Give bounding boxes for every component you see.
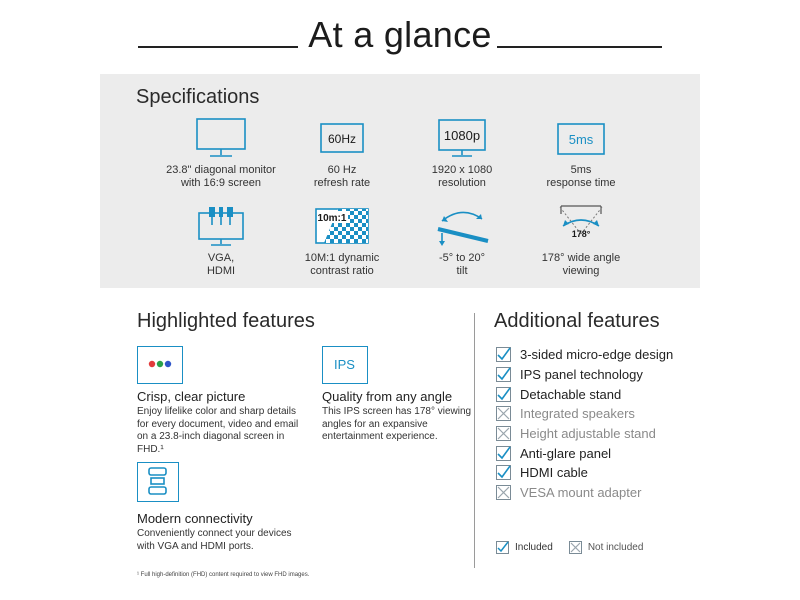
spec-label: 10M:1 dynamic contrast ratio xyxy=(304,252,380,277)
spec-item-response-time xyxy=(516,116,646,190)
spec-label: 5ms response time xyxy=(546,164,616,189)
feature-list-label: Anti-glare panel xyxy=(520,445,612,461)
column-divider xyxy=(474,313,475,568)
check-icon xyxy=(496,541,509,554)
highlighted-features-heading: Highlighted features xyxy=(137,310,315,332)
refresh-rate-icon-text: 60Hz xyxy=(327,132,357,146)
legend-not-included-label: Not included xyxy=(587,542,644,553)
spec-label: 23.8" diagonal monitor with 16:9 screen xyxy=(166,164,276,189)
specifications-panel xyxy=(100,74,700,288)
ips-icon-text: IPS xyxy=(334,357,355,372)
ips-icon xyxy=(322,346,368,384)
check-icon xyxy=(496,446,511,461)
contrast-icon-text: 10m:1 xyxy=(317,213,347,224)
refresh-rate-icon xyxy=(277,116,407,162)
spec-label: VGA, HDMI xyxy=(206,252,236,277)
viewing-angle-icon xyxy=(516,204,646,250)
additional-features-list xyxy=(496,345,673,503)
spec-label: 60 Hz refresh rate xyxy=(313,164,371,189)
feature-list-label: VESA mount adapter xyxy=(520,485,642,501)
spec-item-ports xyxy=(156,204,286,278)
response-time-icon xyxy=(516,116,646,162)
legend xyxy=(496,541,659,554)
spec-label: 1920 x 1080 resolution xyxy=(431,164,493,189)
resolution-icon-text: 1080p xyxy=(443,128,481,143)
legend-included-label: Included xyxy=(515,542,553,553)
check-icon xyxy=(496,387,511,402)
spec-item-resolution xyxy=(397,116,527,190)
feature-list-label: Height adjustable stand xyxy=(520,426,656,442)
check-icon xyxy=(496,347,511,362)
feature-title: Quality from any angle xyxy=(322,389,453,404)
spec-item-viewing-angle xyxy=(516,204,646,278)
tilt-icon xyxy=(397,204,527,250)
resolution-icon xyxy=(397,116,527,162)
spec-item-contrast xyxy=(277,204,407,278)
feature-description: Enjoy lifelike color and sharp details for every document, video and email on a 23.8-inch diagonal screen in FHD.¹ xyxy=(137,406,299,455)
response-time-icon-text: 5ms xyxy=(568,132,594,147)
spec-label: 178° wide angle viewing xyxy=(541,252,621,277)
cross-icon xyxy=(496,485,511,500)
check-icon xyxy=(496,465,511,480)
color-dots-icon xyxy=(137,346,183,384)
contrast-icon xyxy=(277,204,407,250)
ports-monitor-icon xyxy=(156,204,286,250)
feature-list-item xyxy=(496,365,673,385)
title-row xyxy=(0,12,800,58)
monitor-icon xyxy=(156,116,286,162)
specifications-heading: Specifications xyxy=(136,86,260,108)
spec-item-tilt xyxy=(397,204,527,278)
cross-icon xyxy=(569,541,582,554)
feature-list-label: Integrated speakers xyxy=(520,406,635,422)
title-rule-right xyxy=(497,46,662,48)
feature-title: Modern connectivity xyxy=(137,511,253,526)
feature-description: This IPS screen has 178° viewing angles for an expansive entertainment experience. xyxy=(322,406,472,442)
feature-list-label: Detachable stand xyxy=(520,386,622,402)
feature-list-item xyxy=(496,483,673,503)
feature-list-label: 3-sided micro-edge design xyxy=(520,347,674,363)
footnote: ¹ Full high-definition (FHD) content required to view FHD images. xyxy=(137,572,310,578)
feature-list-label: IPS panel technology xyxy=(520,367,643,383)
additional-features-heading: Additional features xyxy=(494,310,660,332)
feature-list-label: HDMI cable xyxy=(520,465,588,481)
spec-label: -5° to 20° tilt xyxy=(438,252,486,277)
feature-list-item xyxy=(496,384,673,404)
feature-description: Conveniently connect your devices with VGA and HDMI ports. xyxy=(137,528,292,552)
page-title: At a glance xyxy=(308,14,492,55)
cross-icon xyxy=(496,406,511,421)
cross-icon xyxy=(496,426,511,441)
feature-title: Crisp, clear picture xyxy=(137,389,246,404)
feature-list-item xyxy=(496,443,673,463)
viewing-angle-icon-text: 178° xyxy=(571,229,591,239)
feature-list-item xyxy=(496,404,673,424)
check-icon xyxy=(496,367,511,382)
feature-list-item xyxy=(496,345,673,365)
feature-list-item xyxy=(496,424,673,444)
feature-list-item xyxy=(496,463,673,483)
connectivity-icon xyxy=(137,462,179,502)
spec-item-refresh-rate xyxy=(277,116,407,190)
spec-item-monitor xyxy=(156,116,286,190)
